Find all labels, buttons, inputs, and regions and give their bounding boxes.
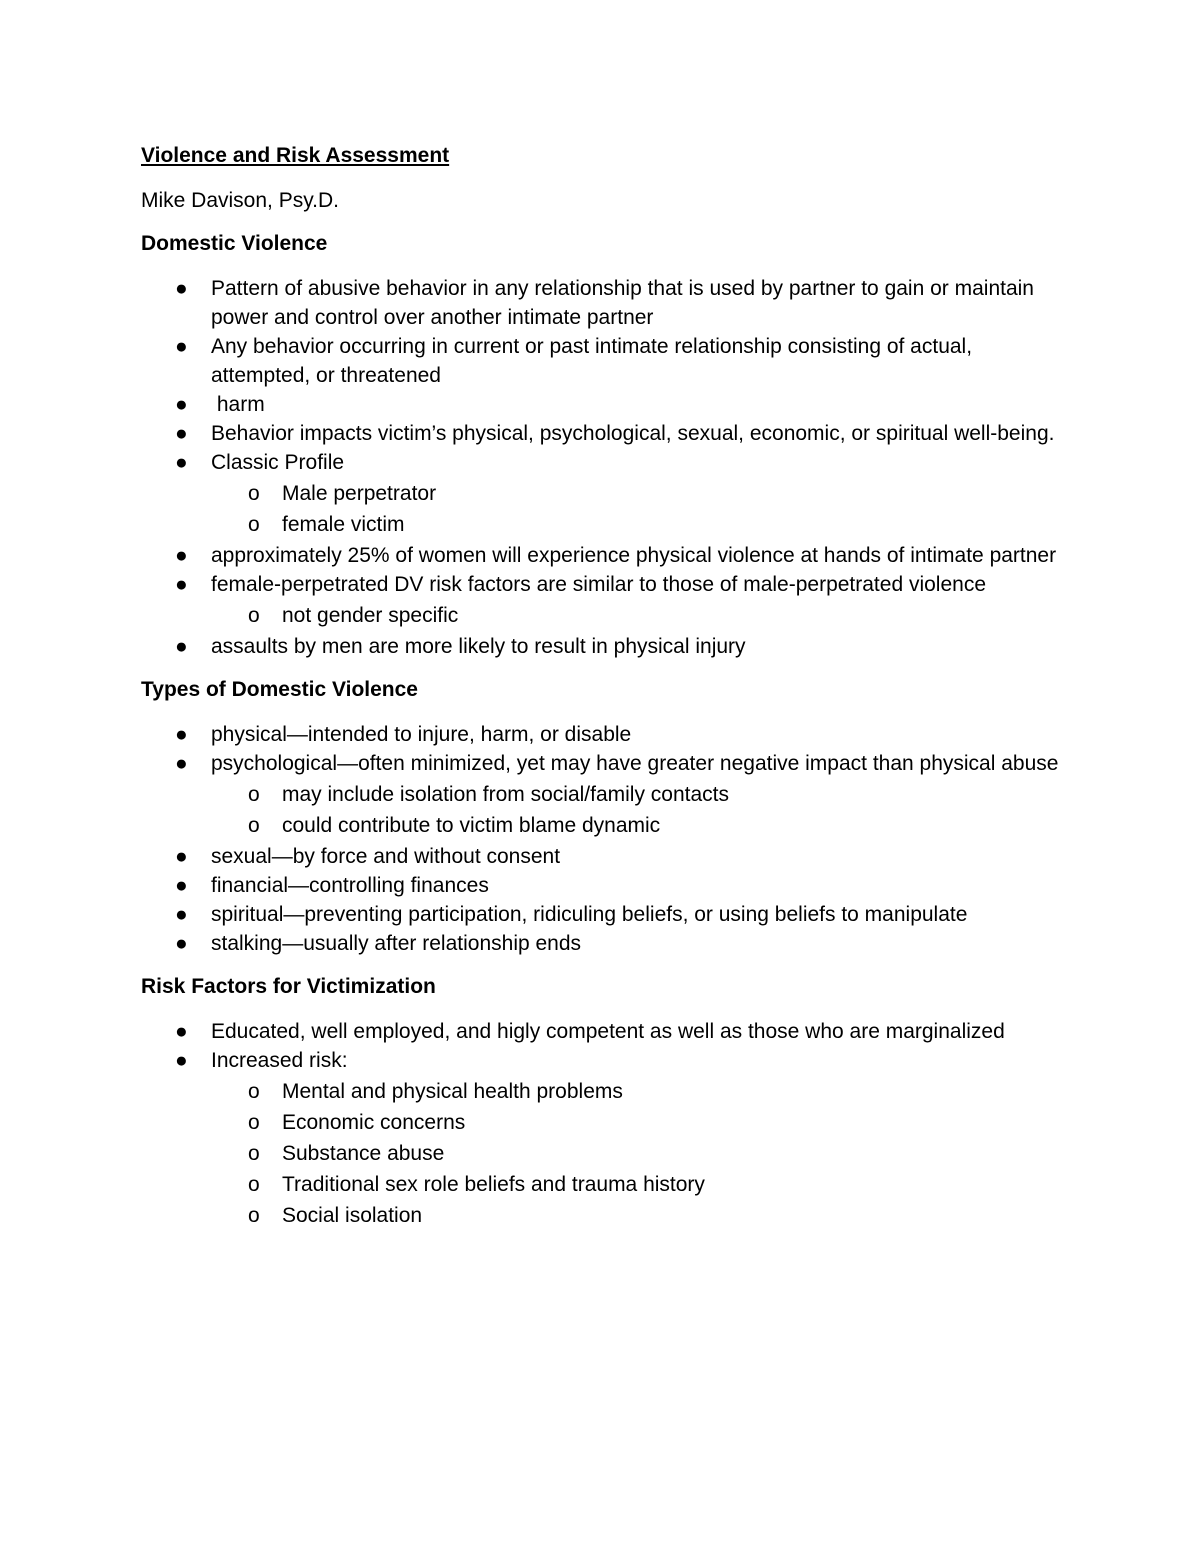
list-item xyxy=(141,1046,1061,1230)
sub-list-item-text: female victim xyxy=(282,513,405,536)
sub-bullet-icon: o xyxy=(248,814,260,837)
document-page xyxy=(141,141,1061,1232)
list-item xyxy=(141,842,1061,871)
list-item-text: Educated, well employed, and higly competent as well as those who are marginalized xyxy=(211,1020,1005,1043)
bullet-icon: ● xyxy=(175,845,188,868)
sub-list-item xyxy=(141,1139,1061,1168)
list-item-text: Behavior impacts victim’s physical, psychological, sexual, economic, or spiritual well-being. xyxy=(211,422,1055,445)
list-item xyxy=(141,720,1061,749)
sub-bullet-list xyxy=(211,1077,1061,1230)
bullet-icon: ● xyxy=(175,932,188,955)
sub-bullet-icon: o xyxy=(248,1111,260,1134)
list-item-text: female-perpetrated DV risk factors are similar to those of male-perpetrated violence xyxy=(211,573,987,596)
bullet-icon: ● xyxy=(175,752,188,775)
sub-bullet-list xyxy=(211,780,1061,840)
sub-bullet-icon: o xyxy=(248,1142,260,1165)
list-item xyxy=(141,541,1061,570)
list-item-text: Any behavior occurring in current or past intimate relationship consisting of actual, attempted, or threatened xyxy=(211,335,978,387)
list-item xyxy=(141,1017,1061,1046)
sub-bullet-icon: o xyxy=(248,1080,260,1103)
bullet-icon: ● xyxy=(175,451,188,474)
sub-list-item-text: Economic concerns xyxy=(282,1111,466,1134)
list-item-text: harm xyxy=(211,393,265,416)
sub-list-item xyxy=(141,1201,1061,1230)
sub-bullet-icon: o xyxy=(248,1173,260,1196)
list-item-text: Classic Profile xyxy=(211,451,345,474)
list-item-text: stalking—usually after relationship ends xyxy=(211,932,582,955)
sub-list-item xyxy=(141,479,1061,508)
sub-list-item xyxy=(141,510,1061,539)
sub-list-item-text: not gender specific xyxy=(282,604,459,627)
sub-list-item xyxy=(141,1077,1061,1106)
bullet-icon: ● xyxy=(175,277,188,300)
document-title: Violence and Risk Assessment xyxy=(141,144,450,167)
sub-list-item-text: Traditional sex role beliefs and trauma history xyxy=(282,1173,705,1196)
list-item-text: spiritual—preventing participation, ridiculing beliefs, or using beliefs to manipulate xyxy=(211,903,968,926)
sub-list-item-text: may include isolation from social/family contacts xyxy=(282,783,730,806)
sub-bullet-list xyxy=(211,601,1061,630)
section-heading: Risk Factors for Victimization xyxy=(141,975,436,998)
sub-bullet-icon: o xyxy=(248,604,260,627)
list-item xyxy=(141,390,1061,419)
document-author: Mike Davison, Psy.D. xyxy=(141,189,339,212)
list-item-text: approximately 25% of women will experience physical violence at hands of intimate partner xyxy=(211,544,1057,567)
bullet-icon: ● xyxy=(175,635,188,658)
bullet-icon: ● xyxy=(175,1020,188,1043)
section-heading: Domestic Violence xyxy=(141,232,328,255)
bullet-icon: ● xyxy=(175,874,188,897)
list-item xyxy=(141,900,1061,929)
sub-bullet-icon: o xyxy=(248,482,260,505)
list-item-text: sexual—by force and without consent xyxy=(211,845,561,868)
sub-list-item xyxy=(141,780,1061,809)
list-item-text: financial—controlling finances xyxy=(211,874,489,897)
sub-list-item-text: Mental and physical health problems xyxy=(282,1080,623,1103)
document-body xyxy=(141,229,1061,1230)
sub-list-item xyxy=(141,1170,1061,1199)
bullet-icon: ● xyxy=(175,573,188,596)
sub-list-item-text: Social isolation xyxy=(282,1204,423,1227)
bullet-icon: ● xyxy=(175,335,188,358)
bullet-icon: ● xyxy=(175,544,188,567)
section-heading: Types of Domestic Violence xyxy=(141,678,418,701)
list-item xyxy=(141,632,1061,661)
bullet-list xyxy=(141,1017,1061,1230)
bullet-icon: ● xyxy=(175,1049,188,1072)
list-item xyxy=(141,929,1061,958)
sub-list-item-text: could contribute to victim blame dynamic xyxy=(282,814,661,837)
sub-bullet-icon: o xyxy=(248,513,260,536)
bullet-icon: ● xyxy=(175,903,188,926)
list-item-text: physical—intended to injure, harm, or disable xyxy=(211,723,632,746)
sub-list-item-text: Male perpetrator xyxy=(282,482,437,505)
bullet-icon: ● xyxy=(175,422,188,445)
list-item xyxy=(141,332,1061,390)
list-item xyxy=(141,419,1061,448)
list-item-text: Pattern of abusive behavior in any relationship that is used by partner to gain or maintain power and control over another intimate partner xyxy=(211,277,1040,329)
sub-bullet-list xyxy=(211,479,1061,539)
sub-list-item xyxy=(141,601,1061,630)
list-item xyxy=(141,448,1061,539)
bullet-list xyxy=(141,274,1061,661)
list-item-text: assaults by men are more likely to result in physical injury xyxy=(211,635,746,658)
list-item xyxy=(141,871,1061,900)
bullet-icon: ● xyxy=(175,723,188,746)
sub-bullet-icon: o xyxy=(248,783,260,806)
list-item xyxy=(141,749,1061,840)
list-item xyxy=(141,274,1061,332)
bullet-list xyxy=(141,720,1061,958)
list-item xyxy=(141,570,1061,630)
list-item-text: Increased risk: xyxy=(211,1049,348,1072)
sub-list-item xyxy=(141,1108,1061,1137)
list-item-text: psychological—often minimized, yet may have greater negative impact than physical abuse xyxy=(211,752,1059,775)
sub-bullet-icon: o xyxy=(248,1204,260,1227)
sub-list-item-text: Substance abuse xyxy=(282,1142,445,1165)
sub-list-item xyxy=(141,811,1061,840)
bullet-icon: ● xyxy=(175,393,188,416)
